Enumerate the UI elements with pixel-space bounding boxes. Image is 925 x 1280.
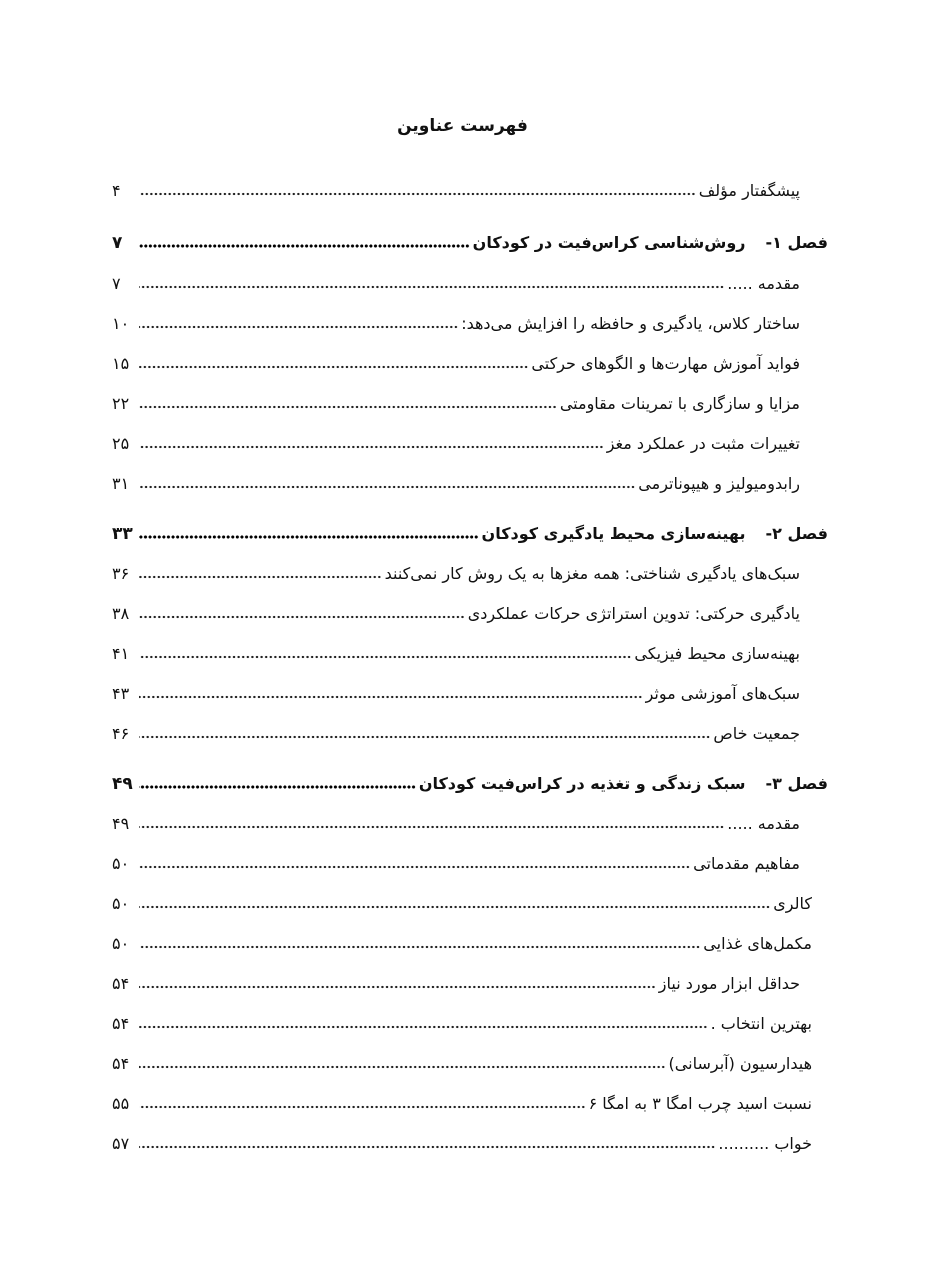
dot-leader [139,735,710,739]
entry-title: ساختار کلاس، یادگیری و حافظه را افزایش می‌دهد: [461,314,800,333]
page-number: ۴ [112,181,121,200]
dot-leader [139,485,635,489]
toc-entry [112,675,828,705]
dot-leader [139,285,724,289]
entry-title: مکمل‌های غذایی [703,934,812,953]
page-number: ۳۱ [112,474,130,493]
dot-leader [139,244,470,248]
page-number: ۵۰ [112,894,130,913]
toc-entry [112,965,828,995]
entry-title: خواب .......... [718,1134,812,1153]
dot-leader [139,325,458,329]
chapter-title: بهینه‌سازی محیط یادگیری کودکان [481,524,746,543]
dot-leader [139,825,724,829]
entry-title: تغییرات مثبت در عملکرد مغز [606,434,800,453]
page-number: ۲۲ [112,394,130,413]
dot-leader [139,192,696,196]
entry-title: نسبت اسید چرب امگا ۳ به امگا ۶ [588,1094,812,1113]
dot-leader [139,575,382,579]
entry-title: یادگیری حرکتی: تدوین استراتژی حرکات عملکردی [467,604,800,623]
page-number: ۳۶ [112,564,130,583]
toc-entry [112,1125,828,1155]
toc-title: فهرست عناوین [397,116,528,136]
toc-chapter-entry [112,515,828,545]
page-number: ۱۰ [112,314,130,333]
toc-entry [112,1045,828,1075]
toc-entry [112,172,828,202]
page-number: ۵۰ [112,934,130,953]
toc-entry [112,845,828,875]
toc-entry [112,265,828,295]
page-number: ۷ [112,274,121,293]
dot-leader [139,1145,715,1149]
toc-entry [112,425,828,455]
chapter-number: فصل ۲- [765,524,828,543]
chapter-number: فصل ۱- [765,233,828,252]
entry-title: سبک‌های یادگیری شناختی: همه مغزها به یک روش کار نمی‌کنند [384,564,800,583]
page-number: ۴۶ [112,724,130,743]
chapter-title: روش‌شناسی کراس‌فیت در کودکان [472,233,746,252]
chapter-number: فصل ۳- [765,774,828,793]
toc-entry [112,1005,828,1035]
toc-entry [112,715,828,745]
page-number: ۳۳ [112,524,133,544]
dot-leader [139,865,690,869]
toc-chapter-entry [112,224,828,254]
dot-leader [139,905,770,909]
toc-entry [112,555,828,585]
entry-title: فواید آموزش مهارت‌ها و الگوهای حرکتی [531,354,800,373]
dot-leader [139,655,631,659]
chapter-heading [482,523,828,545]
entry-title: سبک‌های آموزشی موثر [645,684,800,703]
entry-title: حداقل ابزار مورد نیاز [658,974,800,993]
dot-leader [139,785,416,789]
page-number: ۷ [112,233,123,253]
page-number: ۵۴ [112,1054,130,1073]
dot-leader [139,405,557,409]
toc-chapter-entry [112,765,828,795]
toc-entry [112,595,828,625]
entry-title: مقدمه ..... [727,274,800,293]
page-number: ۵۰ [112,854,130,873]
entry-title: هیدارسیون (آبرسانی) [668,1054,812,1073]
entry-title: کالری [773,894,812,913]
page-number: ۳۸ [112,604,130,623]
dot-leader [139,1025,708,1029]
toc-entry [112,305,828,335]
entry-title: مفاهیم مقدماتی [693,854,800,873]
dot-leader [139,445,604,449]
page-number: ۵۴ [112,974,130,993]
entry-title: رابدومیولیز و هیپوناترمی [638,474,800,493]
page-number: ۵۷ [112,1134,130,1153]
entry-title: مزایا و سازگاری با تمرینات مقاومتی [559,394,800,413]
toc-entry [112,885,828,915]
dot-leader [139,365,528,369]
entry-title: پیشگفتار مؤلف [698,181,800,200]
page-number: ۱۵ [112,354,130,373]
page-number: ۴۳ [112,684,130,703]
chapter-heading [473,232,828,254]
dot-leader [139,535,479,539]
toc-entry [112,925,828,955]
entry-title: مقدمه ..... [727,814,800,833]
toc-entry [112,345,828,375]
toc-entry [112,1085,828,1115]
entry-title: بهینه‌سازی محیط فیزیکی [634,644,800,663]
dot-leader [139,695,643,699]
page-number: ۴۹ [112,774,133,794]
dot-leader [139,1105,586,1109]
page-number: ۴۹ [112,814,130,833]
entry-title: جمعیت خاص [713,724,800,743]
toc-entry [112,635,828,665]
dot-leader [139,1065,666,1069]
page-number: ۴۱ [112,644,130,663]
chapter-heading [419,773,828,795]
page-number: ۲۵ [112,434,130,453]
entry-title: بهترین انتخاب . [710,1014,812,1033]
dot-leader [139,945,700,949]
dot-leader [139,985,656,989]
page-number: ۵۴ [112,1014,130,1033]
toc-entry [112,385,828,415]
toc-entry [112,465,828,495]
toc-entry [112,805,828,835]
dot-leader [139,615,465,619]
chapter-title: سبک زندگی و تغذیه در کراس‌فیت کودکان [418,774,746,793]
page-number: ۵۵ [112,1094,130,1113]
